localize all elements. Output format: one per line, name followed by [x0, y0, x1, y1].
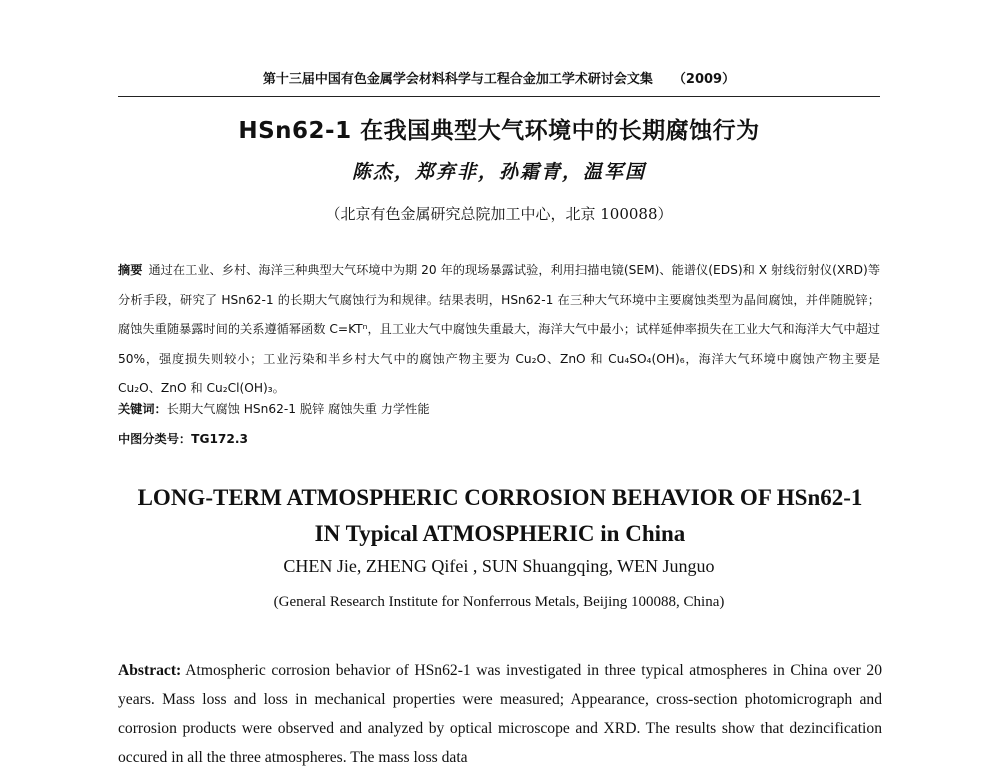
- english-abstract-label: Abstract:: [118, 662, 182, 679]
- chinese-affiliation: （北京有色金属研究总院加工中心，北京 100088）: [325, 205, 673, 223]
- chinese-keywords: [118, 397, 880, 421]
- proceedings-title: 第十三届中国有色金属学会材料科学与工程合金加工学术研讨会文集: [262, 72, 653, 87]
- english-abstract: [118, 656, 882, 772]
- chinese-abstract: [118, 256, 880, 404]
- running-header: [118, 66, 880, 97]
- english-title: [100, 480, 900, 552]
- keywords-label: 关键词：: [118, 402, 167, 416]
- classification-value: TG172.3: [191, 432, 248, 446]
- chinese-authors: 陈杰，郑弃非，孙霜青，温军国: [351, 161, 646, 183]
- classification-code: [118, 427, 880, 451]
- proceedings-year: （2009）: [672, 72, 736, 87]
- chinese-abstract-text: 通过在工业、乡村、海洋三种典型大气环境中为期 20 年的现场暴露试验，利用扫描电镜(SEM)、能谱仪(EDS)和 X 射线衍射仪(XRD)等分析手段，研究了 HSn62-1 的长期大气腐蚀行为和规律。结果表明，HSn62-1 在三种大气环境中主要腐蚀类型为晶间腐蚀，并伴随脱锌；腐蚀失重随暴露时间的关系遵循幂函数 C=KTⁿ，且工业大气中腐蚀失重最大，海洋大气中最小；试样延伸率损失在工业大气和海洋大气中超过 50%，强度损失则较小；工业污染和半乡村大气中的腐蚀产物主要为 Cu₂O、ZnO 和 Cu₄SO₄(OH)₆，海洋大气环境中腐蚀产物主要是 Cu₂O、ZnO 和 Cu₂Cl(OH)₃。: [118, 263, 881, 395]
- english-affiliation: (General Research Institute for Nonferrous Metals, Beijing 100088, China): [273, 594, 725, 610]
- english-title-line1: LONG-TERM ATMOSPHERIC CORROSION BEHAVIOR OF HSn62-1: [137, 485, 863, 510]
- chinese-title: HSn62-1 在我国典型大气环境中的长期腐蚀行为: [238, 118, 760, 144]
- english-authors: CHEN Jie, ZHENG Qifei , SUN Shuangqing, WEN Junguo: [283, 556, 715, 576]
- chinese-abstract-label: 摘要: [118, 263, 143, 277]
- keywords-text: 长期大气腐蚀 HSn62-1 脱锌 腐蚀失重 力学性能: [166, 402, 430, 416]
- classification-label: 中图分类号：: [118, 432, 192, 446]
- english-abstract-text: Atmospheric corrosion behavior of HSn62-1 was investigated in three typical atmospheres in China over 20 years. Mass loss and loss in mechanical properties were measured; Appearance, cross-section photomicrograph and corrosion products were observed and analyzed by optical microscope and XRD. The results show that dezincification occured in all the three atmospheres. The mass loss data: [118, 662, 882, 766]
- english-title-line2: IN Typical ATMOSPHERIC in China: [314, 521, 686, 546]
